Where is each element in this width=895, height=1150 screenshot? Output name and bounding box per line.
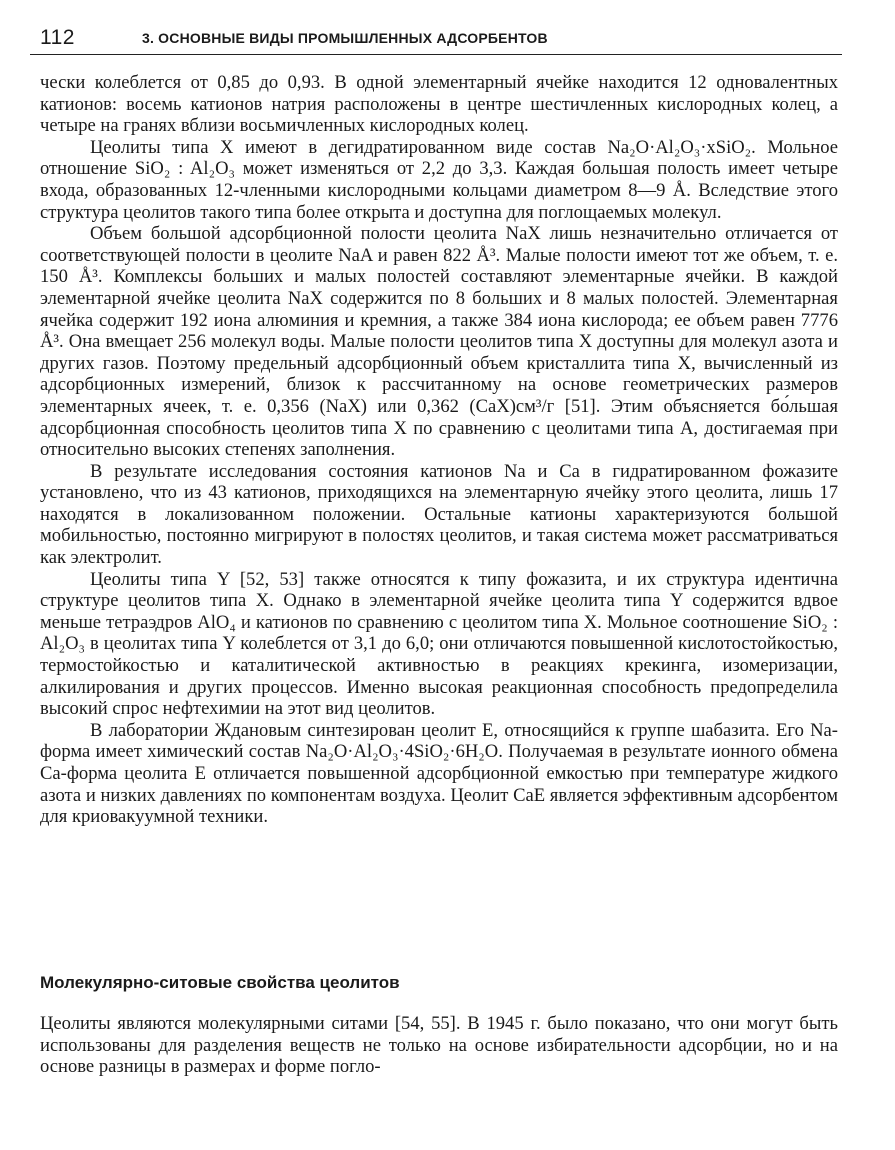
paragraph: Объем большой адсорбционной полости цеолита NaX лишь незначительно отличается от соответствующей полости в цеолите NaA и равен 822 Å³. Малые полости имеют тот же объем, т. е. 150 Å³. Комплексы больших и малых полостей составляют элементарные ячейки. В каждой элементарной ячейке цеолита NaX содержится по 8 больших и 8 малых полостей. Элементарная ячейка содержит 192 иона алюминия и кремния, а также 384 иона кислорода; ее объем равен 7776 Å³. Она вмещает 256 молекул воды. Малые полости цеолитов типа X доступны для молекул азота и других газов. Поэтому предельный адсорбционный объем кристаллита типа X, вычисленный из адсорбционных измерений, близок к рассчитанному на основе геометрических размеров элементарных ячеек, т. е. 0,356 (NaX) или 0,362 (CaX)см³/г [51]. Этим объясняется бо́льшая адсорбционная способность цеолитов типа X по сравнению с цеолитами типа A, достигаемая при относительно высоких степенях заполнения. — [40, 223, 838, 461]
paragraph: чески колеблется от 0,85 до 0,93. В одной элементарный ячейке находится 12 одновалентных катионов: восемь катионов натрия расположены в центре шестичленных кислородных колец, а четыре на гранях вблизи восьмичленных кислородных колец. — [40, 72, 838, 137]
paragraph: В лаборатории Ждановым синтезирован цеолит E, относящийся к группе шабазита. Его Na-форма имеет химический состав Na₂O·Al₂O₃·4SiO₂·6H₂O. Получаемая в результате ионного обмена Ca-форма цеолита E отличается повышенной адсорбционной емкостью при температуре жидкого азота и низких давлениях по компонентам воздуха. Цеолит CaE является эффективным адсорбентом для криовакуумной техники. — [40, 719, 838, 828]
paragraph: Цеолиты являются молекулярными ситами [54, 55]. В 1945 г. было показано, что они могут быть использованы для разделения веществ не только на основе избирательности адсорбции, но и на основе разницы в размерах и форме погло- — [40, 1013, 838, 1078]
page-number: 112 — [40, 26, 75, 49]
section-heading: Молекулярно-ситовые свойства цеолитов — [40, 973, 400, 992]
running-title: 3. ОСНОВНЫЕ ВИДЫ ПРОМЫШЛЕННЫХ АДСОРБЕНТОВ — [142, 30, 548, 46]
paragraph: Цеолиты типа Y [52, 53] также относятся к типу фожазита, и их структура идентична структуре цеолитов типа X. Однако в элементарной ячейке цеолита типа Y содержится вдвое меньше тетраэдров AlO₄ и катионов по сравнению с цеолитом типа X. Мольное соотношение SiO₂ : Al₂O₃ в цеолитах типа Y колеблется от 3,1 до 6,0; они отличаются повышенной кислотостойкостью, термостойкостью и каталитической активностью в реакциях крекинга, изомеризации, алкилирования и других процессов. Именно высокая реакционная способность предопределила высокий спрос нефтехимии на этот вид цеолитов. — [40, 568, 838, 720]
paragraph: Цеолиты типа X имеют в дегидратированном виде состав Na₂O·Al₂O₃·xSiO₂. Мольное отношение SiO₂ : Al₂O₃ может изменяться от 2,2 до 3,3. Каждая большая полость имеет четыре входа, образованных 12-членными кислородными кольцами диаметром 8—9 Å. Вследствие этого структура цеолитов такого типа более открыта и доступна для поглощаемых молекул. — [40, 136, 838, 223]
header-rule — [30, 54, 842, 55]
body-text — [40, 72, 838, 828]
page-header — [30, 24, 842, 60]
paragraph: В результате исследования состояния катионов Na и Ca в гидратированном фожазите установлено, что из 43 катионов, приходящихся на элементарную ячейку этого цеолита, лишь 17 находятся в локализованном положении. Остальные катионы характеризуются большой мобильностью, постоянно мигрируют в полостях цеолитов, и такая система может рассматриваться как электролит. — [40, 460, 838, 569]
section-body — [40, 1013, 838, 1078]
